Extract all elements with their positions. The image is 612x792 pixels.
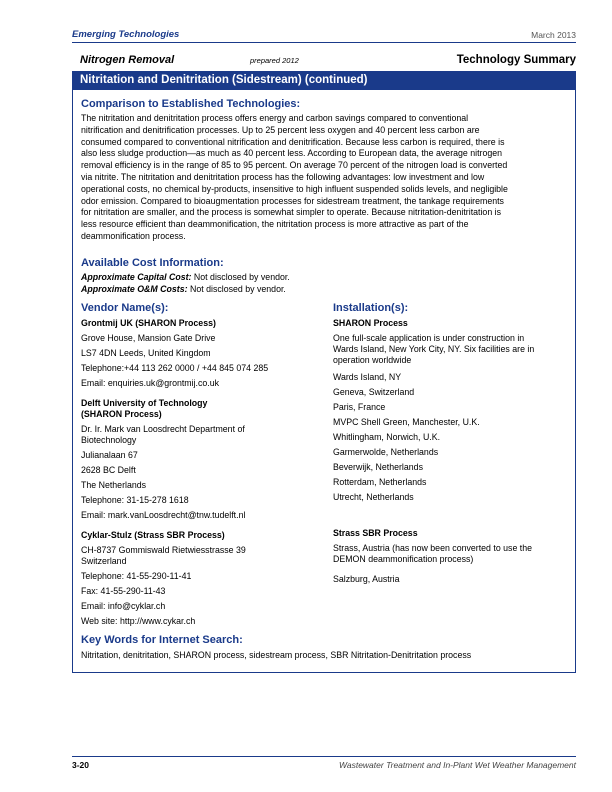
comparison-line: deammonification process. [81, 230, 186, 241]
om-cost-value: Not disclosed by vendor. [187, 284, 286, 294]
comparison-line: also less sludge production—as much as 40 percent less. According to European data, the average nitrogen [81, 148, 503, 159]
prepared-note: prepared 2012 [250, 56, 299, 65]
technology-summary-label: Technology Summary [456, 54, 576, 66]
vendor-address: CH-8737 Gommiswald Rietwiesstrasse 39 [81, 545, 246, 555]
installation-process-name: Strass SBR Process [333, 528, 418, 538]
installation-site: Beverwijk, Netherlands [333, 462, 423, 472]
vendor-name: Cyklar-Stulz (Strass SBR Process) [81, 530, 225, 540]
vendor-address: 2628 BC Delft [81, 465, 136, 475]
vendor-name: (SHARON Process) [81, 409, 162, 419]
installation-note: Strass, Austria (has now been converted to use the [333, 543, 533, 553]
vendor-address: LS7 4DN Leeds, United Kingdom [81, 348, 211, 358]
comparison-line: for nitritation are smaller, and the process is somewhat simpler to operate. Because nitritation-denitritation is [81, 207, 502, 218]
vendor-address: The Netherlands [81, 480, 147, 490]
installation-site: Geneva, Switzerland [333, 387, 415, 397]
comparison-heading: Comparison to Established Technologies: [81, 98, 301, 110]
comparison-line: nitrification and denitrification processes. Up to 25 percent less oxygen and 40 percent less carbon are [81, 124, 480, 135]
comparison-paragraph [81, 113, 581, 243]
vendor-name: Grontmij UK (SHARON Process) [81, 318, 216, 328]
comparison-line: via nitrite. The nitritation and denitritation process has the following advantages: low investment and low [81, 171, 485, 182]
comparison-line: operational costs, no chemical by-products, insensitive to high influent suspended solids levels, and negligible [81, 183, 508, 194]
series-title: Emerging Technologies [72, 29, 180, 40]
installation-note: operation worldwide [333, 355, 412, 365]
title-row [80, 54, 576, 68]
vendor-contact: Dr. Ir. Mark van Loosdrecht Department of [81, 424, 245, 434]
vendor-email: Email: mark.vanLoosdrecht@tnw.tudelft.nl [81, 510, 246, 520]
installation-note: One full-scale application is under construction in [333, 333, 525, 343]
vendor-name: Delft University of Technology [81, 398, 208, 408]
installation-site: Paris, France [333, 402, 386, 412]
installation-process-name: SHARON Process [333, 318, 408, 328]
vendor-website: Web site: http://www.cykar.ch [81, 616, 196, 626]
om-cost [81, 284, 286, 295]
topic-title: Nitrogen Removal [80, 54, 175, 66]
capital-cost-label: Approximate Capital Cost: [81, 272, 192, 282]
vendor-email: Email: info@cyklar.ch [81, 601, 166, 611]
om-cost-label: Approximate O&M Costs: [81, 284, 188, 294]
publication-date: March 2013 [531, 30, 576, 40]
vendor-phone: Telephone:+44 113 262 0000 / +44 845 074 285 [81, 363, 269, 373]
capital-cost [81, 272, 290, 283]
installation-site: Whitlingham, Norwich, U.K. [333, 432, 441, 442]
vendor-heading: Vendor Name(s): [81, 302, 169, 314]
installation-site: Garmerwolde, Netherlands [333, 447, 439, 457]
comparison-line: odor emission. Compared to bioaugmentation processes for sidestream treatment, the tankage requirements [81, 195, 504, 206]
keywords-text: Nitritation, denitritation, SHARON process, sidestream process, SBR Nitritation-Denitritation process [81, 650, 472, 660]
vendor-address: Grove House, Mansion Gate Drive [81, 333, 216, 343]
vendor-address: Julianalaan 67 [81, 450, 138, 460]
capital-cost-value: Not disclosed by vendor. [191, 272, 290, 282]
installation-site: Salzburg, Austria [333, 574, 400, 584]
installation-heading: Installation(s): [333, 302, 409, 314]
page-number: 3-20 [72, 760, 90, 770]
footer-rule [72, 756, 576, 757]
vendor-phone: Telephone: 31-15-278 1618 [81, 495, 189, 505]
installation-list [333, 318, 578, 585]
comparison-line: less resource efficient than deammonification, the nitritation process is more attractive as part of the [81, 219, 469, 230]
cost-heading: Available Cost Information: [81, 257, 224, 269]
vendor-email: Email: enquiries.uk@grontmij.co.uk [81, 378, 220, 388]
installation-site: Wards Island, NY [333, 372, 402, 382]
installation-site: Rotterdam, Netherlands [333, 477, 427, 487]
installation-site: MVPC Shell Green, Manchester, U.K. [333, 417, 480, 427]
comparison-line: consumed compared to conventional nitrification and denitrification. Because less carbon is required, there is [81, 136, 505, 147]
keywords-heading: Key Words for Internet Search: [81, 634, 243, 646]
vendor-address: Switzerland [81, 556, 127, 566]
vendor-list [81, 318, 326, 627]
vendor-fax: Fax: 41-55-290-11-43 [81, 586, 166, 596]
header-rule [72, 42, 576, 43]
comparison-line: The nitritation and denitritation process offers energy and carbon savings compared to conventional [81, 113, 469, 123]
installation-site: Utrecht, Netherlands [333, 492, 414, 502]
installation-note: Wards Island, New York City, NY. Six facilities are in [333, 344, 535, 354]
installation-note: DEMON deammonification process) [333, 554, 474, 564]
comparison-line: removal efficiency is in the range of 85 to 95 percent. On average 70 percent of the nitrogen load is converted [81, 160, 508, 171]
section-banner: Nitritation and Denitritation (Sidestream) (continued) [72, 71, 576, 90]
vendor-phone: Telephone: 41-55-290-11-41 [81, 571, 192, 581]
book-title: Wastewater Treatment and In-Plant Wet Weather Management [338, 760, 576, 770]
vendor-contact: Biotechnology [81, 435, 137, 445]
